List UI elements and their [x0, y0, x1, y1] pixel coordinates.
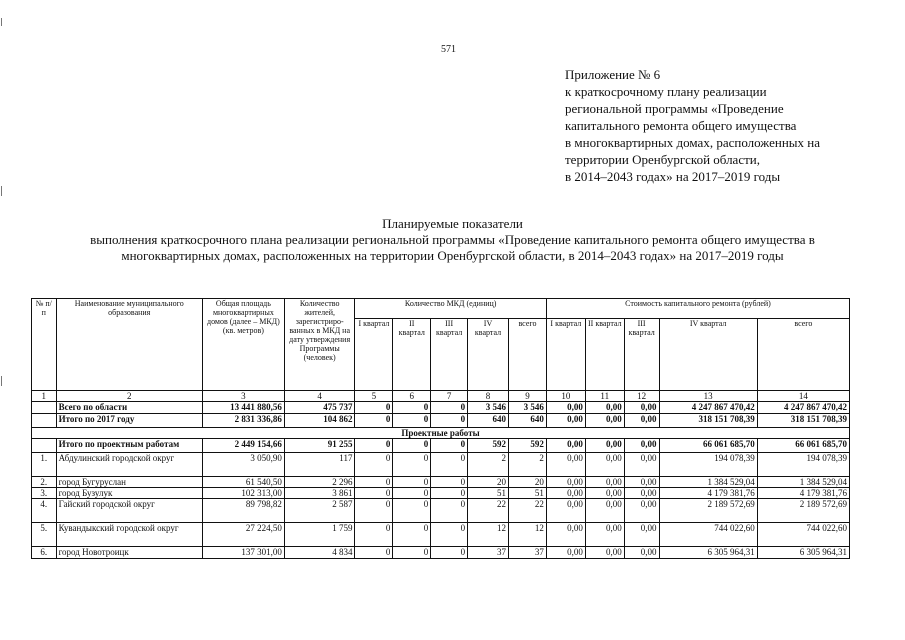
table-cell: 0,00	[585, 439, 624, 453]
scan-margin-mark	[1, 18, 2, 26]
header-cost-q3: III квартал	[624, 319, 659, 391]
section-total-row	[32, 439, 850, 453]
title-line-3: многоквартирных домах, расположенных на территории Оренбургской области, в 2014–2043 годах» на 2017–2019 годы	[121, 248, 784, 263]
table-cell: 3.	[32, 488, 57, 499]
table-cell: 0,00	[624, 477, 659, 488]
table-cell: 744 022,60	[659, 523, 757, 547]
table-cell: 0,00	[546, 477, 585, 488]
table-cell: 0	[393, 439, 431, 453]
table-cell: 0	[355, 523, 393, 547]
table-cell: 2 449 154,66	[202, 439, 284, 453]
table-cell: Гайский городской округ	[56, 499, 202, 523]
table-cell: 0,00	[546, 488, 585, 499]
table-cell: 104 862	[284, 414, 355, 428]
header-mkd-q1: I квартал	[355, 319, 393, 391]
table-cell: город Бугуруслан	[56, 477, 202, 488]
table-cell: 4 247 867 470,42	[659, 402, 757, 414]
table-cell: 2.	[32, 477, 57, 488]
table-cell: 0	[355, 453, 393, 477]
table-cell: 51	[509, 488, 547, 499]
table-cell: 0	[355, 477, 393, 488]
table-cell: 6.	[32, 547, 57, 559]
appendix-block	[565, 66, 820, 185]
table-cell: 1 384 529,04	[659, 477, 757, 488]
table-cell: 194 078,39	[659, 453, 757, 477]
table-cell: 0	[431, 439, 468, 453]
header-mkd-q2: II квартал	[393, 319, 431, 391]
column-number: 1	[32, 391, 57, 402]
appendix-line: территории Оренбургской области,	[565, 152, 760, 167]
document-title	[0, 216, 905, 264]
table-cell: 0	[393, 402, 431, 414]
column-number: 8	[468, 391, 509, 402]
appendix-line: в 2014–2043 годах» на 2017–2019 годы	[565, 169, 781, 184]
table-cell: 27 224,50	[202, 523, 284, 547]
table-cell: 0	[355, 414, 393, 428]
table-cell: 12	[509, 523, 547, 547]
section-row	[32, 428, 850, 439]
table-cell: 0,00	[585, 523, 624, 547]
table-cell: 4 247 867 470,42	[757, 402, 849, 414]
column-number: 14	[757, 391, 849, 402]
appendix-line: региональной программы «Проведение	[565, 101, 784, 116]
header-name: Наименование муниципального образования	[56, 299, 202, 391]
table-row	[32, 477, 850, 488]
scan-margin-mark	[1, 186, 2, 196]
table-cell: 22	[468, 499, 509, 523]
table-row	[32, 523, 850, 547]
table-cell: 6 305 964,31	[757, 547, 849, 559]
header-area: Общая площадь многоквартирных домов (далее – МКД) (кв. метров)	[202, 299, 284, 391]
table-cell: 0,00	[546, 414, 585, 428]
table-cell: 640	[509, 414, 547, 428]
column-number: 7	[431, 391, 468, 402]
column-number: 12	[624, 391, 659, 402]
table-cell: 4 834	[284, 547, 355, 559]
table-cell: 0	[355, 402, 393, 414]
table-cell: 0	[355, 547, 393, 559]
table-cell: 2 831 336,86	[202, 414, 284, 428]
table-cell: 0	[393, 453, 431, 477]
table-cell: 0,00	[624, 414, 659, 428]
section-title: Проектные работы	[32, 428, 850, 439]
summary-row	[32, 402, 850, 414]
table-cell: 3 546	[509, 402, 547, 414]
indicators-table	[31, 298, 850, 559]
table-cell: 0	[355, 488, 393, 499]
header-mkd-q3: III квартал	[431, 319, 468, 391]
table-cell: 0,00	[624, 547, 659, 559]
table-cell: 4 179 381,76	[659, 488, 757, 499]
appendix-line: в многоквартирных домах, расположенных на	[565, 135, 821, 150]
summary-row	[32, 414, 850, 428]
table-cell: 744 022,60	[757, 523, 849, 547]
table-cell: 3 050,90	[202, 453, 284, 477]
table-cell: 640	[468, 414, 509, 428]
table-cell: 20	[509, 477, 547, 488]
table-cell: 0	[393, 523, 431, 547]
table-cell: 0,00	[585, 402, 624, 414]
table-cell: 3 546	[468, 402, 509, 414]
title-line-2: выполнения краткосрочного плана реализации региональной программы «Проведение капитального ремонта общего имущества в	[90, 232, 815, 247]
table-cell: 0	[355, 439, 393, 453]
table-cell: 61 540,50	[202, 477, 284, 488]
table-cell: 102 313,00	[202, 488, 284, 499]
table-cell: 37	[468, 547, 509, 559]
table-cell: 592	[509, 439, 547, 453]
table-cell: 0,00	[624, 499, 659, 523]
table-cell: 1 384 529,04	[757, 477, 849, 488]
table-cell: Итого по проектным работам	[56, 439, 202, 453]
table-cell: Абдулинский городской округ	[56, 453, 202, 477]
table-cell: 0,00	[546, 547, 585, 559]
table-cell: 12	[468, 523, 509, 547]
column-number: 3	[202, 391, 284, 402]
table-cell: 0	[431, 477, 468, 488]
table-cell: 0	[431, 453, 468, 477]
table-cell: 0,00	[546, 523, 585, 547]
table-cell: 0,00	[546, 402, 585, 414]
table-cell: 0	[393, 414, 431, 428]
table-cell: 0,00	[546, 499, 585, 523]
table-cell: город Бузулук	[56, 488, 202, 499]
table-cell: 0	[393, 477, 431, 488]
table-cell: 22	[509, 499, 547, 523]
table-cell: 66 061 685,70	[757, 439, 849, 453]
table-cell: 2 189 572,69	[659, 499, 757, 523]
table-cell: 2	[509, 453, 547, 477]
appendix-line: к краткосрочному плану реализации	[565, 84, 767, 99]
header-residents: Количество жителей, зарегистриро-ванных в МКД на дату утверждения Программы (человек)	[284, 299, 355, 391]
column-number: 4	[284, 391, 355, 402]
table-cell: 0,00	[624, 523, 659, 547]
column-number: 13	[659, 391, 757, 402]
page-number: 571	[441, 44, 456, 55]
table-cell: 37	[509, 547, 547, 559]
table-cell: 0,00	[624, 402, 659, 414]
table-cell: город Новотроицк	[56, 547, 202, 559]
column-number: 10	[546, 391, 585, 402]
table-cell: Всего по области	[56, 402, 202, 414]
header-cost-total: всего	[757, 319, 849, 391]
scan-margin-mark	[1, 376, 2, 386]
table-cell	[32, 414, 57, 428]
table-cell: 0,00	[624, 453, 659, 477]
table-cell: 194 078,39	[757, 453, 849, 477]
table-cell: 0	[393, 547, 431, 559]
header-cost-group: Стоимость капитального ремонта (рублей)	[546, 299, 849, 319]
header-mkd-group: Количество МКД (единиц)	[355, 299, 546, 319]
table-row	[32, 547, 850, 559]
column-number: 6	[393, 391, 431, 402]
column-number: 5	[355, 391, 393, 402]
column-number-row	[32, 391, 850, 402]
table-cell: 0,00	[585, 414, 624, 428]
table-cell: 3 861	[284, 488, 355, 499]
table-cell: 2	[468, 453, 509, 477]
table-cell: 137 301,00	[202, 547, 284, 559]
table-cell: 0	[431, 414, 468, 428]
table-cell: 91 255	[284, 439, 355, 453]
header-mkd-total: всего	[509, 319, 547, 391]
table-cell: 0,00	[624, 488, 659, 499]
table-row	[32, 488, 850, 499]
header-cost-q2: II квартал	[585, 319, 624, 391]
table-cell: 592	[468, 439, 509, 453]
table-cell: 2 189 572,69	[757, 499, 849, 523]
table-cell: 0,00	[546, 453, 585, 477]
table-cell	[32, 439, 57, 453]
table-cell: 0	[393, 499, 431, 523]
table-cell: 318 151 708,39	[659, 414, 757, 428]
table-cell: 0,00	[546, 439, 585, 453]
header-cost-q1: I квартал	[546, 319, 585, 391]
table-cell: 117	[284, 453, 355, 477]
table-cell: 0,00	[585, 499, 624, 523]
table-cell: 0	[431, 499, 468, 523]
table-cell: 4.	[32, 499, 57, 523]
header-no: № п/п	[32, 299, 57, 391]
table-cell	[32, 402, 57, 414]
header-mkd-q4: IV квартал	[468, 319, 509, 391]
table-cell: 6 305 964,31	[659, 547, 757, 559]
table-cell: 0	[431, 547, 468, 559]
table-cell: 0	[393, 488, 431, 499]
table-cell: Итого по 2017 году	[56, 414, 202, 428]
table-cell: 0,00	[585, 547, 624, 559]
appendix-line: капитального ремонта общего имущества	[565, 118, 797, 133]
table-cell: 13 441 880,56	[202, 402, 284, 414]
table-cell: 2 587	[284, 499, 355, 523]
table-cell: 20	[468, 477, 509, 488]
column-number: 11	[585, 391, 624, 402]
header-cost-q4: IV квартал	[659, 319, 757, 391]
column-number: 9	[509, 391, 547, 402]
table-cell: 1.	[32, 453, 57, 477]
table-cell: 1 759	[284, 523, 355, 547]
table-row	[32, 453, 850, 477]
table-cell: 4 179 381,76	[757, 488, 849, 499]
appendix-line: Приложение № 6	[565, 67, 661, 82]
table-cell: 0,00	[585, 477, 624, 488]
table-cell: 318 151 708,39	[757, 414, 849, 428]
table-cell: Кувандыкский городской округ	[56, 523, 202, 547]
table-cell: 0	[431, 523, 468, 547]
table-cell: 66 061 685,70	[659, 439, 757, 453]
table-cell: 0,00	[585, 453, 624, 477]
table-cell: 5.	[32, 523, 57, 547]
table-cell: 0	[355, 499, 393, 523]
table-cell: 51	[468, 488, 509, 499]
table-row	[32, 499, 850, 523]
table-cell: 2 296	[284, 477, 355, 488]
table-cell: 0	[431, 488, 468, 499]
table-cell: 89 798,82	[202, 499, 284, 523]
table-cell: 0,00	[585, 488, 624, 499]
table-cell: 0,00	[624, 439, 659, 453]
table-cell: 475 737	[284, 402, 355, 414]
column-number: 2	[56, 391, 202, 402]
title-line-1: Планируемые показатели	[382, 216, 523, 231]
table-cell: 0	[431, 402, 468, 414]
